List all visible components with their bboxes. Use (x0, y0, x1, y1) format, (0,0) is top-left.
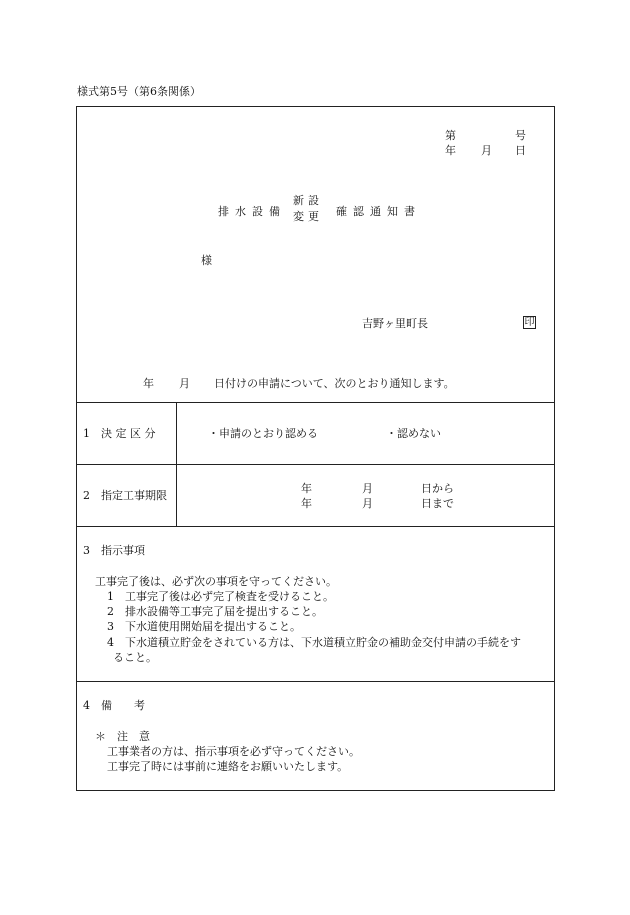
document-number-suffix: 号 (515, 129, 526, 142)
instruction-item-continued: ること。 (113, 651, 157, 664)
title-prefix: 排水設備 (218, 205, 286, 218)
intro-year: 年 (143, 377, 154, 390)
note-heading: ＊ 注 意 (95, 730, 150, 743)
issuer-name: 吉野ヶ里町長 (362, 317, 428, 330)
note-line: 工事完了時には事前に連絡をお願いいたします。 (107, 760, 349, 773)
instructions-label: 3 指示事項 (83, 544, 145, 557)
period-start-day: 日から (421, 482, 454, 495)
period-label: 2 指定工事期限 (83, 489, 167, 502)
seal-mark: 印 (524, 317, 535, 328)
decision-label: 1 決 定 区 分 (83, 427, 156, 440)
column-divider (176, 402, 177, 526)
row-divider (77, 464, 554, 465)
instruction-item: 2 排水設備等工事完了届を提出すること。 (107, 605, 323, 618)
option-approve: ・申請のとおり認める (208, 427, 318, 440)
period-start-month: 月 (362, 482, 373, 495)
row-divider (77, 681, 554, 682)
title-option-change: 変更 (293, 210, 323, 223)
instructions-lead: 工事完了後は、必ず次の事項を守ってください。 (95, 575, 337, 588)
instruction-item: 1 工事完了後は必ず完了検査を受けること。 (107, 590, 334, 603)
date-day: 日 (515, 144, 526, 157)
period-start-year: 年 (301, 482, 312, 495)
notice-form (76, 106, 555, 791)
row-divider (77, 526, 554, 527)
intro-text: 日付けの申請について、次のとおり通知します。 (214, 377, 455, 390)
form-id: 様式第5号（第6条関係） (77, 85, 201, 98)
document-number-prefix: 第 (445, 129, 456, 142)
addressee-suffix: 様 (201, 254, 212, 267)
period-end-year: 年 (301, 497, 312, 510)
instruction-item: 3 下水道使用開始届を提出すること。 (107, 620, 301, 633)
title-suffix: 確認通知書 (336, 205, 421, 218)
date-month: 月 (481, 144, 492, 157)
instruction-item: 4 下水道積立貯金をされている方は、下水道積立貯金の補助金交付申請の手続をす (107, 636, 521, 649)
title-option-new: 新設 (293, 194, 323, 207)
row-divider (77, 402, 554, 403)
note-line: 工事業者の方は、指示事項を必ず守ってください。 (107, 745, 360, 758)
intro-month: 月 (179, 377, 190, 390)
remarks-label: 4 備 考 (83, 699, 145, 712)
option-deny: ・認めない (386, 427, 441, 440)
period-end-month: 月 (362, 497, 373, 510)
period-end-day: 日まで (421, 497, 454, 510)
date-year: 年 (445, 144, 456, 157)
